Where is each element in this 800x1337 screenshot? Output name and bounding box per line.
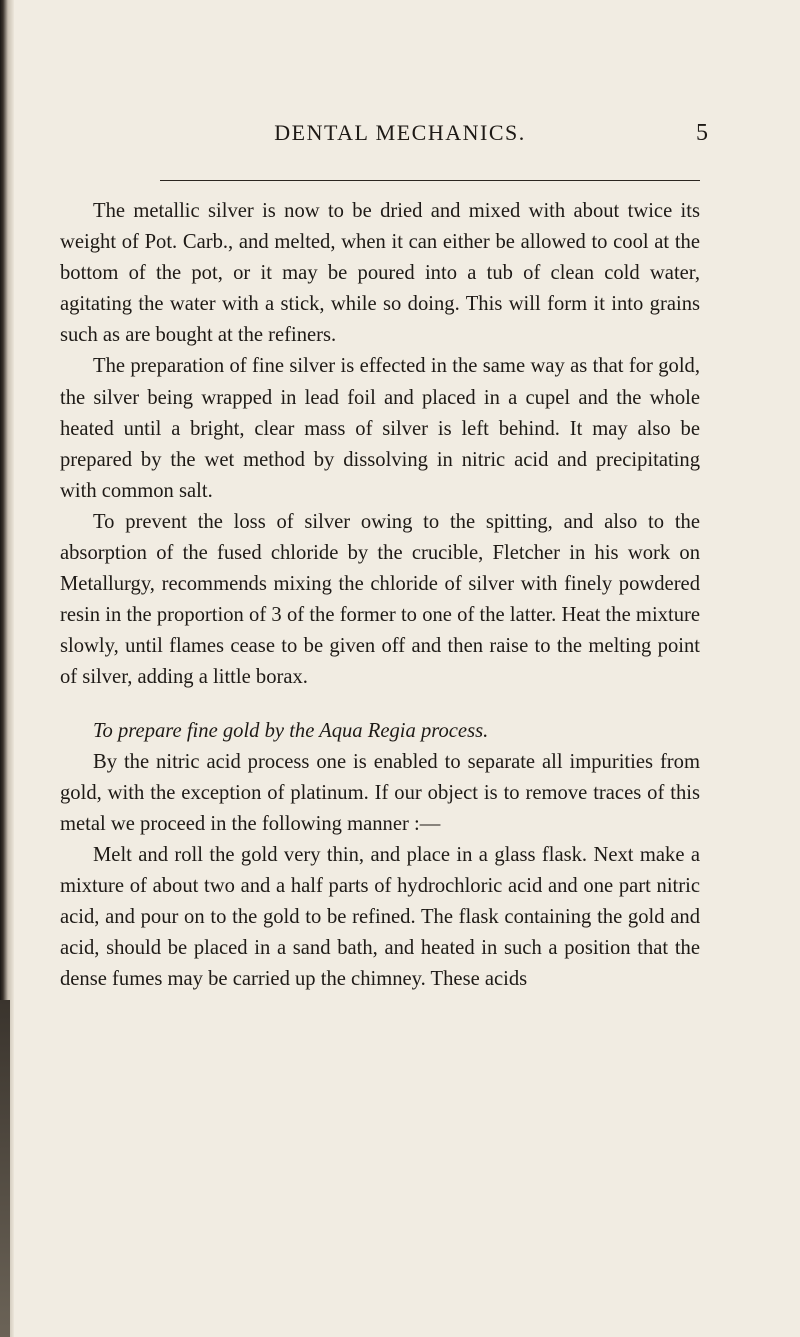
running-title: DENTAL MECHANICS. [274,120,526,145]
book-page [60,0,740,1337]
paragraph-metallic-silver: The metallic silver is now to be dried and mixed with about twice its weight of Pot. Carb., and melted, when it can either be allowed to cool at the bottom of the pot, or it may be poured into a tub of clean cold water, agitating the water with a stick, while so doing. This will form it into grains such as are bought at the refiners. [60,200,700,347]
body-text [60,196,700,995]
paragraph-melt-and-roll: Melt and roll the gold very thin, and place in a glass flask. Next make a mixture of about two and a half parts of hydrochloric acid and one part nitric acid, and pour on to the gold to be refined. The flask containing the gold and acid, should be placed in a sand bath, and heated in such a position that the dense fumes may be carried up the chimney. These acids [60,843,700,991]
paragraph-nitric-acid-process: By the nitric acid process one is enabled to separate all impurities from gold, with the exception of platinum. If our object is to remove traces of this metal we proceed in the following manner :— [60,750,700,835]
paragraph-prevent-loss: To prevent the loss of silver owing to the spitting, and also to the absorption of the fused chloride by the crucible, Fletcher in his work on Metallurgy, recommends mixing the chloride of silver with finely powdered resin in the proportion of 3 of the former to one of the latter. Heat the mixture slowly, until flames cease to be given off and then raise to the melting point of silver, adding a little borax. [60,510,700,689]
paragraph-fine-silver: The preparation of fine silver is effected in the same way as that for gold, the silver being wrapped in lead foil and placed in a cupel and the whole heated until a bright, clear mass of silver is left behind. It may also be prepared by the wet method by dissolving in nitric acid and precipitating with common salt. [60,355,700,502]
page-number: 5 [696,120,708,146]
running-head [60,118,740,148]
section-heading: To prepare fine gold by the Aqua Regia process. [93,719,489,742]
book-binding-shadow [0,1000,10,1337]
header-rule [160,180,700,181]
